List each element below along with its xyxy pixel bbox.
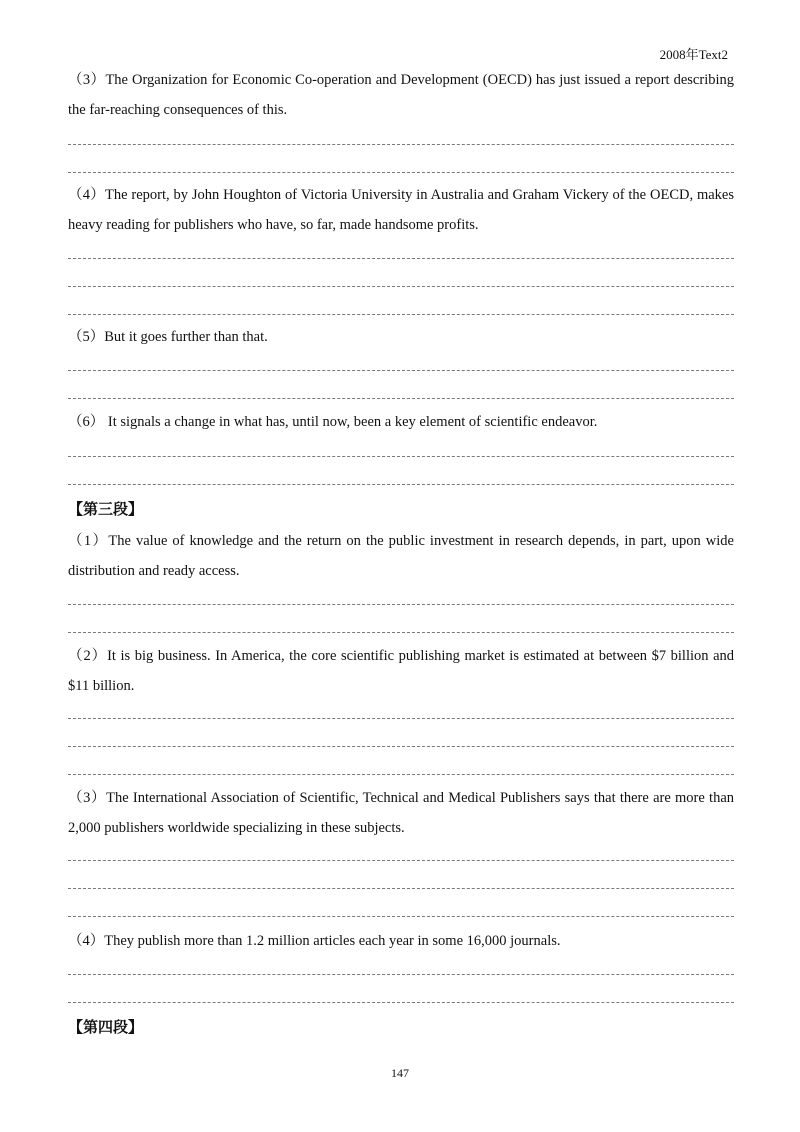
page-header: 2008年Text2 bbox=[659, 47, 728, 62]
sentence-text: They publish more than 1.2 million articles each year in some 16,000 journals. bbox=[104, 933, 561, 949]
sentence-item bbox=[68, 783, 734, 843]
answer-line[interactable] bbox=[68, 888, 734, 889]
answer-line[interactable] bbox=[68, 258, 734, 259]
answer-line[interactable] bbox=[68, 484, 734, 485]
answer-line[interactable] bbox=[68, 774, 734, 775]
sentence-item bbox=[68, 407, 734, 437]
sentence-number: （2） bbox=[68, 648, 108, 664]
page-number: 147 bbox=[391, 1066, 409, 1080]
answer-line[interactable] bbox=[68, 144, 734, 145]
answer-line[interactable] bbox=[68, 172, 734, 173]
sentence-number: （3） bbox=[68, 72, 106, 88]
answer-line[interactable] bbox=[68, 718, 734, 719]
section-heading: 【第四段】 bbox=[68, 1018, 144, 1036]
sentence-text: The value of knowledge and the return on the public investment in research depends, in part, upon wide distribution and ready access. bbox=[68, 533, 734, 579]
sentence-item bbox=[68, 180, 734, 240]
answer-line[interactable] bbox=[68, 604, 734, 605]
answer-line[interactable] bbox=[68, 916, 734, 917]
answer-line[interactable] bbox=[68, 746, 734, 747]
answer-line[interactable] bbox=[68, 370, 734, 371]
sentence-number: （4） bbox=[68, 933, 105, 949]
sentence-number: （3） bbox=[68, 790, 107, 806]
answer-line[interactable] bbox=[68, 456, 734, 457]
answer-line[interactable] bbox=[68, 286, 734, 287]
sentence-number: （6） bbox=[68, 414, 105, 430]
answer-line[interactable] bbox=[68, 1002, 734, 1003]
sentence-text: The Organization for Economic Co-operation and Development (OECD) has just issued a report describing the far-reaching consequences of this. bbox=[68, 72, 735, 118]
answer-line[interactable] bbox=[68, 860, 734, 861]
sentence-item bbox=[68, 926, 734, 956]
answer-line[interactable] bbox=[68, 398, 734, 399]
sentence-item bbox=[68, 641, 734, 701]
sentence-text: It is big business. In America, the core scientific publishing market is estimated at between $7 billion and $11 billion. bbox=[68, 648, 735, 694]
sentence-item bbox=[68, 526, 734, 586]
sentence-number: （5） bbox=[68, 329, 105, 345]
sentence-number: （1） bbox=[68, 533, 109, 549]
sentence-item bbox=[68, 65, 734, 125]
sentence-item bbox=[68, 322, 734, 352]
sentence-text: But it goes further than that. bbox=[104, 329, 268, 345]
sentence-text: The International Association of Scientific, Technical and Medical Publishers says that there are more than 2,000 publishers worldwide specializing in these subjects. bbox=[68, 790, 735, 836]
answer-line[interactable] bbox=[68, 314, 734, 315]
answer-line[interactable] bbox=[68, 632, 734, 633]
answer-line[interactable] bbox=[68, 974, 734, 975]
sentence-text: The report, by John Houghton of Victoria University in Australia and Graham Vickery of the OECD, makes heavy reading for publishers who have, so far, made handsome profits. bbox=[68, 187, 734, 233]
sentence-number: （4） bbox=[68, 187, 105, 203]
section-heading: 【第三段】 bbox=[68, 500, 144, 518]
sentence-text: It signals a change in what has, until now, been a key element of scientific endeavor. bbox=[104, 414, 598, 430]
